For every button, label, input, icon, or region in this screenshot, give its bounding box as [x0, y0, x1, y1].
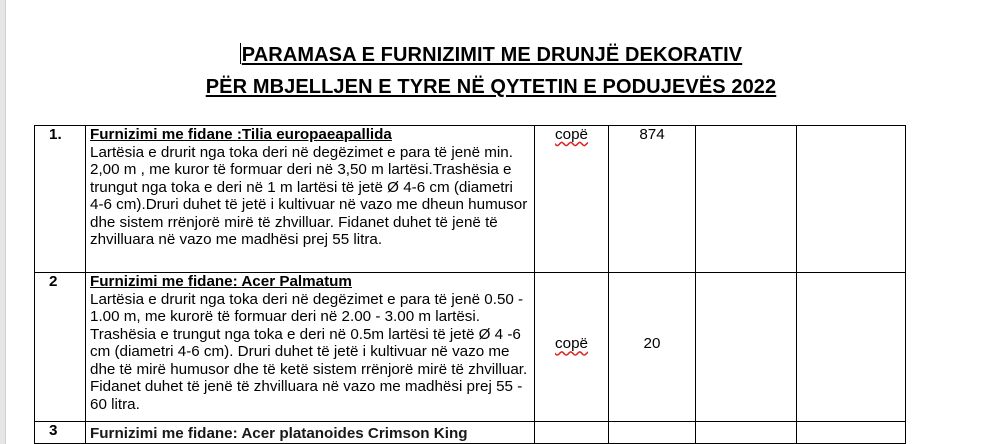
item-description-cell[interactable]	[86, 273, 535, 422]
item-title-prefix: Furnizimi me fidane :	[90, 126, 242, 143]
bill-of-quantities-table	[34, 125, 906, 444]
document-title-line-2: PËR MBJELLJEN E TYRE NË QYTETIN E PODUJEVËS 2022	[205, 76, 777, 98]
item-species: Tilia europaeapallida	[241, 126, 392, 143]
item-unit: copë	[555, 335, 588, 353]
total-price-cell[interactable]	[797, 273, 906, 422]
item-quantity: 874	[639, 126, 665, 143]
item-unit-cell	[535, 273, 609, 422]
item-quantity: 20	[643, 335, 661, 353]
text-cursor	[240, 43, 241, 64]
item-number-cell	[35, 273, 86, 422]
item-partial-title: Furnizimi me fidane: Acer platanoides Crimson King	[90, 425, 468, 442]
item-unit-cell	[535, 422, 609, 444]
unit-price-cell[interactable]	[696, 273, 797, 422]
document-title-line-1	[0, 43, 982, 67]
table-row	[35, 273, 906, 422]
item-quantity-cell	[609, 422, 696, 444]
item-title-prefix: Furnizimi me fidane:	[90, 273, 242, 290]
item-quantity-cell	[609, 273, 696, 422]
item-species: Acer Palmatum	[241, 273, 352, 290]
item-number-cell	[35, 126, 86, 273]
item-description-cell[interactable]	[86, 422, 535, 444]
item-description-cell[interactable]	[86, 126, 535, 273]
item-description: Lartësia e drurit nga toka deri në degëzimet e para të jenë min. 2,00 m , me kuror të formuar deri në 3,50 m lartësi.Trashësia e trungut nga toka e deri në 1 m lartësi të jetë Ø 4-6 cm (diametri 4-6 cm).Druri duhet të jetë i kultivuar në vazo me dheun humusor dhe sistem rrënjorë mirë të zhvilluar. Fidanet duhet të jenë të zhvilluara në vazo me madhësi prej 55 litra.	[90, 143, 528, 248]
item-number: 2	[49, 273, 58, 290]
total-price-cell[interactable]	[797, 126, 906, 273]
table-row	[35, 126, 906, 273]
table-row	[35, 422, 906, 444]
item-number: 3	[49, 422, 58, 439]
item-unit-cell	[535, 126, 609, 273]
item-number: 1.	[49, 126, 62, 143]
item-quantity-cell	[609, 126, 696, 273]
item-unit: copë	[555, 126, 588, 143]
item-number-cell	[35, 422, 86, 444]
item-title	[90, 126, 528, 144]
item-description: Lartësia e drurit nga toka deri në degëzimet e para të jenë 0.50 - 1.00 m, me kurorë të formuar deri në 2.00 - 3.00 m lartësi. Trashësia e trungut nga toka e deri në 0.5m lartësi të jetë Ø 4 -6 cm (diametri 4-6 cm). Druri duhet të jetë i kultivuar në vazo me dhe të mirë humusor dhe të ketë sistem rrënjorë mirë të zhvilluar. Fidanet duhet të jenë të zhvilluara në vazo me madhësi prej 55 - 60 litra.	[90, 290, 528, 413]
total-price-cell[interactable]	[797, 422, 906, 444]
title-line-1-text: PARAMASA E FURNIZIMIT ME DRUNJË DEKORATIV	[241, 44, 743, 66]
item-title	[90, 273, 528, 291]
unit-price-cell[interactable]	[696, 126, 797, 273]
unit-price-cell[interactable]	[696, 422, 797, 444]
